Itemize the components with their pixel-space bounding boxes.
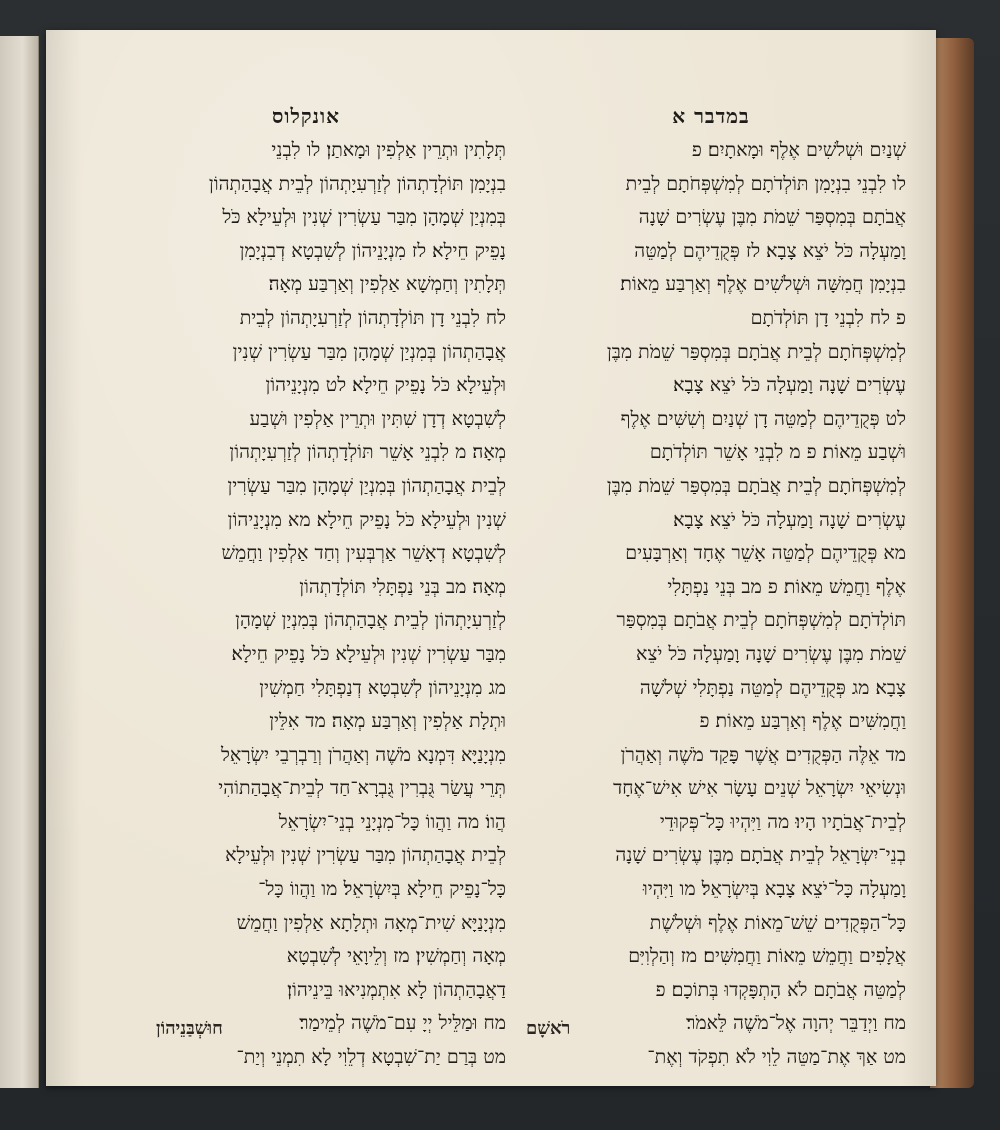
text-line: אֲלָפִים וַחֲמֵשׁ מֵאוֹת וַחֲמִשִּׁים׃ מז וְהַלְוִיִּם <box>628 945 906 968</box>
text-line: לְבֵית אֲבָהַתְהוֹן מִבַּר עַשְׂרִין שְׁנִין וּלְעֵילָא <box>225 844 506 867</box>
catchword: רֹאשָׁם <box>526 1018 571 1039</box>
catchword: חוּשְׁבַּנֵיהוֹן <box>156 1018 223 1039</box>
text-line: מח וּמַלֵּיל יְיָ עִם־מֹשֶׁה לְמֵימַר׃ <box>299 1012 506 1035</box>
text-line: עֶשְׂרִים שָׁנָה וָמַעְלָה כֹּל יֹצֵא צָבָא׃ <box>673 508 906 531</box>
text-line: לְזַרְעִיָתְהוֹן לְבֵית אֲבָהַתְהוֹן בְּמִנְיַן שְׁמָהָן <box>235 609 506 632</box>
text-line: דַאֲבָהַתְהוֹן לָא אִתְמְנִיאוּ בֵּינֵיהוֹן׃ <box>287 978 506 1001</box>
book-spine-edge <box>930 38 974 1088</box>
text-line: לח לִבְנֵי דָן תּוֹלְדָתְהוֹן לְזַרְעִיָתְהוֹן לְבֵית <box>239 306 506 329</box>
text-line: מִנְיָנַיָּא דִּמְנָא מֹשֶׁה וְאַהֲרֹן וְרַבְרְבֵי יִשְׂרָאֵל <box>220 743 506 766</box>
text-line: וָמַעְלָה כֹּל יֹצֵא צָבָא׃ לז פְּקֻדֵיהֶם לְמַטֵּה <box>634 239 906 262</box>
text-line: מְאָה׃ מב בְּנֵי נַפְתָּלִי תּוֹלְדָתְהוֹן <box>299 575 506 598</box>
text-line: וּנְשִׂיאֵי יִשְׂרָאֵל שְׁנֵים עָשָׂר אִישׁ אִישׁ־אֶחָד <box>613 777 906 800</box>
text-line: תְּרֵי עֲשַׂר גֻּבְרִין גֻּבְרָא־חַד לְבֵית־אֲבָהַתוֹהִי <box>218 777 506 800</box>
text-line: מט אַךְ אֶת־מַטֵּה לֵוִי לֹא תִפְקֹד וְאֶת־ <box>647 1046 906 1069</box>
text-line: לו לִבְנֵי בִנְיָמִן תּוֹלְדֹתָם לְמִשְׁפְּחֹתָם לְבֵית <box>625 172 906 195</box>
text-line: לְשִׁבְטָא דְאָשֵׁר אַרְבְּעִין וְחַד אַלְפִין וַחֲמֵשׁ <box>221 542 506 565</box>
targum-onkelos-column <box>106 98 506 1075</box>
text-line: שֵׁמֹת מִבֶּן עֶשְׂרִים שָׁנָה וָמַעְלָה כֹּל יֹצֵא <box>636 642 906 665</box>
column-header: במדבר א <box>672 104 750 128</box>
text-line: עֶשְׂרִים שָׁנָה וָמַעְלָה כֹּל יֹצֵא צָבָא׃ <box>673 374 906 397</box>
text-line: הֲווֹ׃ מה וַהֲווֹ כָּל־מִנְיָנֵי בְנֵי־יִשְׂרָאֵל <box>278 810 506 833</box>
text-line: וּשְׁבַע מֵאוֹת׃ פ מ לִבְנֵי אָשֵׁר תּוֹלְדֹתָם <box>649 441 906 464</box>
text-line: וּלְעֵילָא כֹּל נָפֵיק חֵילָא׃ לט מִנְיָנֵיהוֹן <box>265 374 506 397</box>
text-line: נָפֵיק חֵילָא׃ לז מִנְיָנֵיהוֹן לְשִׁבְטָא דְבִנְיָמִן <box>239 239 506 262</box>
text-line: לְשִׁבְטָא דְדָן שִׁתִּין וּתְרֵין אַלְפִין וּשְׁבַע <box>249 407 506 430</box>
text-line: בִנְיָמִן חֲמִשָּׁה וּשְׁלֹשִׁים אֶלֶף וְאַרְבַּע מֵאוֹת׃ <box>620 273 906 296</box>
text-line: וָמַעְלָה כָּל־יֹצֵא צָבָא בְּיִשְׂרָאֵל׃ מו וַיִּהְיוּ <box>642 878 906 901</box>
text-line: כָּל־הַפְּקֻדִים שֵׁשׁ־מֵאוֹת אֶלֶף וּשְׁלֹשֶׁת <box>649 911 906 934</box>
text-line: לְמִשְׁפְּחֹתָם לְבֵית אֲבֹתָם בְּמִסְפַּר שֵׁמֹת מִבֶּן <box>606 340 906 363</box>
text-line: לְבֵית־אֲבֹתָיו הָיוּ׃ מה וַיִּהְיוּ כָּל־פְּקוּדֵי <box>659 810 906 833</box>
text-line: מא פְּקֻדֵיהֶם לְמַטֵּה אָשֵׁר אֶחָד וְאַרְבָּעִים <box>625 542 906 565</box>
text-line: מְאָה וְחַמְשִׁין׃ מז וְלֵיוָאֵי לְשִׁבְטָא <box>286 945 506 968</box>
text-line: וַחֲמִשִּׁים אֶלֶף וְאַרְבַּע מֵאוֹת׃ פ <box>699 710 906 733</box>
book-page <box>46 30 936 1086</box>
text-line: בְנֵי־יִשְׂרָאֵל לְבֵית אֲבֹתָם מִבֶּן עֶשְׂרִים שָׁנָה <box>615 844 906 867</box>
text-line: מג מִנְיָנֵיהוֹן לְשִׁבְטָא דְנַפְתָּלִי חַמְשִׁין <box>259 676 506 699</box>
previous-page-edge <box>0 36 39 1088</box>
text-line: תּוֹלְדֹתָם לְמִשְׁפְּחֹתָם לְבֵית אֲבֹתָם בְּמִסְפַּר <box>616 609 906 632</box>
text-line: כָּל־נָפֵיק חֵילָא בְּיִשְׂרָאֵל׃ מו וַהֲווֹ כָּל־ <box>258 878 506 901</box>
text-line: שְׁנִין וּלְעֵילָא כֹּל נָפֵיק חֵילָא׃ מא מִנְיָנֵיהוֹן <box>227 508 506 531</box>
text-line: בְּמִנְיַן שְׁמָהָן מִבַּר עַשְׂרִין שְׁנִין וּלְעֵילָא כֹּל <box>222 206 506 229</box>
text-line: פ לח לִבְנֵי דָן תּוֹלְדֹתָם <box>750 306 906 329</box>
text-line: וּתְלָת אַלְפִין וְאַרְבַּע מְאָה׃ מד אִלֵּין <box>269 710 506 733</box>
text-line: אֶלֶף וַחֲמֵשׁ מֵאוֹת׃ פ מב בְּנֵי נַפְתָּלִי <box>667 575 906 598</box>
text-line: צָבָא׃ מג פְּקֻדֵיהֶם לְמַטֵּה נַפְתָּלִי שְׁלֹשָׁה <box>639 676 906 699</box>
text-line: לְמַטֵּה אֲבֹתָם לֹא הָתְפָּקְדוּ בְּתוֹכָם׃ פ <box>655 978 906 1001</box>
text-line: תְּלָתִין וּתְרֵין אַלְפִין וּמָאתַן׃ לו לִבְנֵי <box>271 139 506 161</box>
text-line: אֲבֹתָם בְּמִסְפַּר שֵׁמֹת מִבֶּן עֶשְׂרִים שָׁנָה <box>638 206 906 229</box>
text-line: שְׁנַיִם וּשְׁלֹשִׁים אֶלֶף וּמָאתָיִם׃ פ <box>691 139 906 161</box>
text-line: אֲבָהַתְהוֹן בְּמִנְיַן שְׁמָהָן מִבַּר עַשְׂרִין שְׁנִין <box>232 340 506 363</box>
text-line: מד אֵלֶּה הַפְּקֻדִים אֲשֶׁר פָּקַד מֹשֶׁה וְאַהֲרֹן <box>620 743 906 766</box>
text-line: לְמִשְׁפְּחֹתָם לְבֵית אֲבֹתָם בְּמִסְפַּר שֵׁמֹת מִבֶּן <box>606 474 906 497</box>
text-line: מח וַיְדַבֵּר יְהוָה אֶל־מֹשֶׁה לֵּאמֹר׃ <box>686 1012 906 1035</box>
text-line: תְּלָתִין וְחַמְשָׁא אַלְפִין וְאַרְבַּע מְאָה׃ <box>268 273 506 296</box>
text-line: מִבַּר עַשְׂרִין שְׁנִין וּלְעֵילָא כֹּל נָפֵיק חֵילָא׃ <box>231 642 506 665</box>
text-line: מט בְּרַם יַת־שִׁבְטָא דְלֵוִי לָא תִמְנֵי וְיַת־ <box>236 1046 506 1069</box>
hebrew-text-column <box>516 98 906 1075</box>
text-line: לט פְּקֻדֵיהֶם לְמַטֵּה דָן שְׁנַיִם וְשִׁשִּׁים אֶלֶף <box>620 407 906 430</box>
text-line: מְאָה׃ מ לִבְנֵי אָשֵׁר תּוֹלְדָתְהוֹן לְזַרְעִיָתְהוֹן <box>229 441 506 464</box>
column-header: אונקלוס <box>271 104 340 128</box>
text-line: מִנְיָנַיָּא שִׁית־מְאָה וּתְלָתָא אַלְפִין וַחֲמֵשׁ <box>236 911 506 934</box>
text-line: לְבֵית אֲבָהַתְהוֹן בְּמִנְיַן שְׁמָהָן מִבַּר עַשְׂרִין <box>227 474 506 497</box>
text-line: בִנְיָמִן תּוֹלְדָתְהוֹן לְזַרְעִיָתְהוֹן לְבֵית אֲבָהַתְהוֹן <box>208 172 506 195</box>
